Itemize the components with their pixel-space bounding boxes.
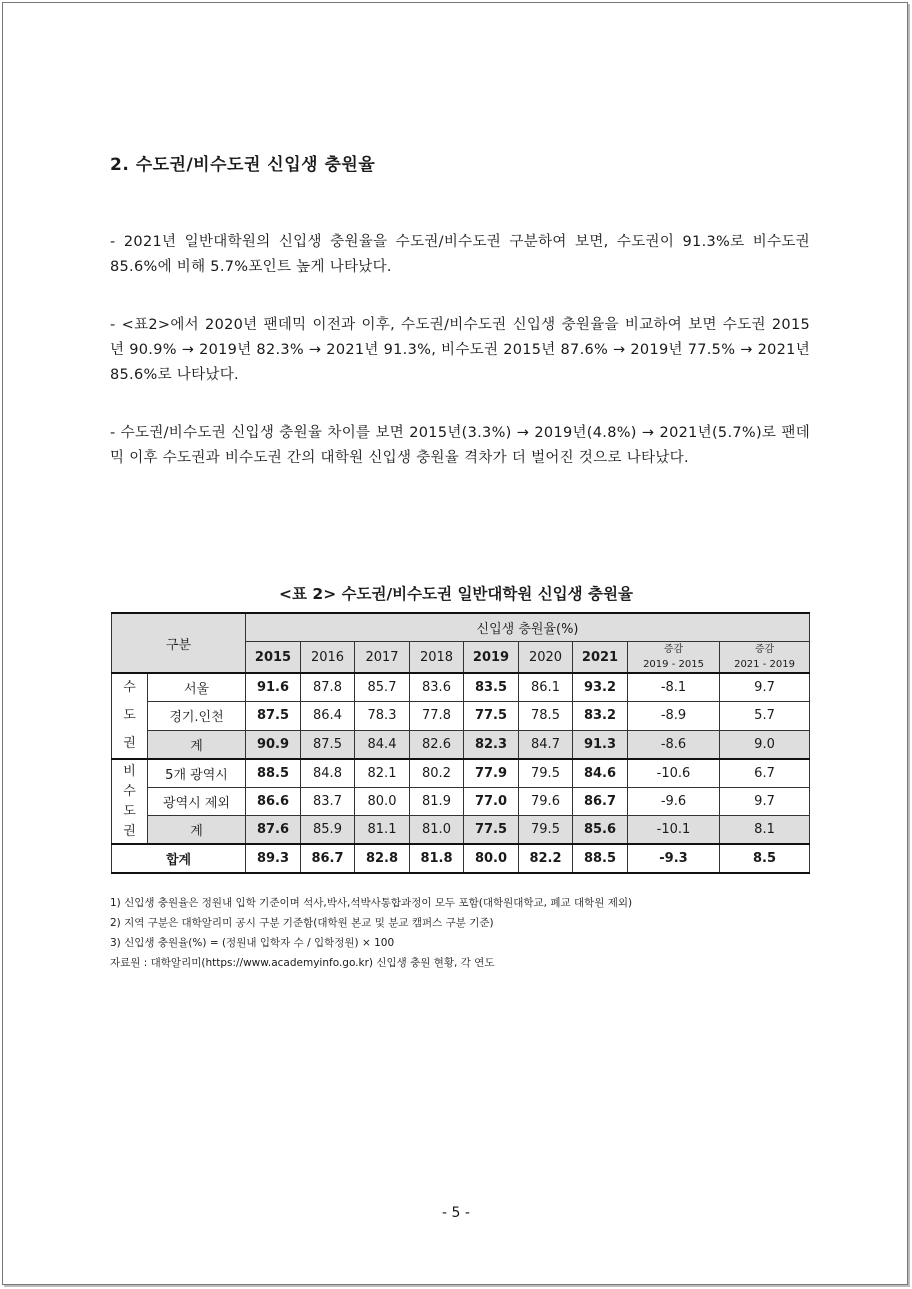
cell: 86.6: [246, 788, 301, 816]
cell: 90.9: [246, 730, 301, 759]
row-label: 서울: [148, 673, 246, 702]
header-change-2021-2019: [720, 642, 810, 674]
cell: 85.9: [301, 816, 355, 845]
cell: 83.7: [301, 788, 355, 816]
cell: 84.6: [573, 759, 628, 788]
header-year: 2020: [519, 642, 573, 674]
cell: 82.6: [410, 730, 464, 759]
cell-change: 9.7: [720, 673, 810, 702]
row-label: 계: [148, 730, 246, 759]
cell: 81.8: [410, 844, 464, 873]
cell-change: -9.6: [628, 788, 720, 816]
cell: 77.9: [464, 759, 519, 788]
cell: 86.7: [573, 788, 628, 816]
cell: 79.5: [519, 759, 573, 788]
cell: 86.1: [519, 673, 573, 702]
cell: 80.0: [355, 788, 410, 816]
cell-change: -9.3: [628, 844, 720, 873]
cell: 82.3: [464, 730, 519, 759]
header-group: 신입생 충원율(%): [246, 613, 810, 642]
cell: 77.8: [410, 702, 464, 730]
source-note: 자료원 : 대학알리미(https://www.academyinfo.go.kr) 신입생 충원 현황, 각 연도: [110, 957, 495, 969]
cell-change: 8.1: [720, 816, 810, 845]
cell: 83.5: [464, 673, 519, 702]
cell: 82.8: [355, 844, 410, 873]
table-row-subtotal: [112, 816, 810, 845]
table-title: <표 2> 수도권/비수도권 일반대학원 신입생 충원율: [279, 585, 633, 603]
cell-change: 6.7: [720, 759, 810, 788]
table-row-subtotal: [112, 730, 810, 759]
paragraph-3: - 수도권/비수도권 신입생 충원율 차이를 보면 2015년(3.3%) → 2019년(4.8%) → 2021년(5.7%)로 팬데믹 이후 수도권과 비수도권 간의 대학원 신입생 충원율 격차가 더 벌어진 것으로 나타났다.: [110, 425, 810, 466]
cell: 83.6: [410, 673, 464, 702]
table-row: [112, 673, 810, 702]
cell: 79.5: [519, 816, 573, 845]
cell: 82.1: [355, 759, 410, 788]
header-change-range: 2021 - 2019: [734, 659, 795, 670]
cell: 88.5: [246, 759, 301, 788]
cell: 87.8: [301, 673, 355, 702]
cell: 78.3: [355, 702, 410, 730]
header-change-2019-2015: [628, 642, 720, 674]
cell: 88.5: [573, 844, 628, 873]
cell-change: 5.7: [720, 702, 810, 730]
row-label: 광역시 제외: [148, 788, 246, 816]
cell: 84.8: [301, 759, 355, 788]
note: 1) 신입생 충원율은 정원내 입학 기준이며 석사,박사,석박사통합과정이 모두 포함(대학원대학교, 폐교 대학원 제외): [110, 897, 633, 909]
cell: 82.2: [519, 844, 573, 873]
cell: 79.6: [519, 788, 573, 816]
note: 3) 신입생 충원율(%) = (정원내 입학자 수 / 입학정원) × 100: [110, 937, 395, 949]
cell: 86.4: [301, 702, 355, 730]
cell-change: -10.1: [628, 816, 720, 845]
header-year: 2021: [573, 642, 628, 674]
paragraph-1: - 2021년 일반대학원의 신입생 충원율을 수도권/비수도권 구분하여 보면, 수도권이 91.3%로 비수도권 85.6%에 비해 5.7%포인트 높게 나타났다.: [110, 234, 810, 275]
header-change-range: 2019 - 2015: [643, 659, 704, 670]
header-category: 구분: [112, 613, 246, 673]
header-year: 2015: [246, 642, 301, 674]
cell: 80.2: [410, 759, 464, 788]
header-year: 2018: [410, 642, 464, 674]
cell-change: -8.9: [628, 702, 720, 730]
table-row: [112, 702, 810, 730]
cell: 91.6: [246, 673, 301, 702]
cell: 89.3: [246, 844, 301, 873]
region-noncapital: 비 수 도 권: [112, 759, 148, 844]
cell: 83.2: [573, 702, 628, 730]
cell-change: 8.5: [720, 844, 810, 873]
cell: 81.1: [355, 816, 410, 845]
cell: 84.7: [519, 730, 573, 759]
header-change-label: 증감: [754, 644, 775, 655]
cell: 77.5: [464, 702, 519, 730]
cell: 87.5: [246, 702, 301, 730]
cell: 93.2: [573, 673, 628, 702]
header-year: 2019: [464, 642, 519, 674]
note: 2) 지역 구분은 대학알리미 공시 구분 기준함(대학원 본교 및 분교 캠퍼스 구분 기준): [110, 917, 494, 929]
cell-change: 9.7: [720, 788, 810, 816]
cell: 91.3: [573, 730, 628, 759]
row-label: 5개 광역시: [148, 759, 246, 788]
header-row-1: [112, 613, 810, 642]
header-change-label: 증감: [663, 644, 684, 655]
enrollment-table: [111, 612, 810, 874]
cell: 86.7: [301, 844, 355, 873]
cell: 85.7: [355, 673, 410, 702]
row-label: 경기.인천: [148, 702, 246, 730]
cell-change: -10.6: [628, 759, 720, 788]
cell: 78.5: [519, 702, 573, 730]
table-notes: [110, 893, 632, 973]
row-label: 계: [148, 816, 246, 845]
row-label-total: 합계: [112, 844, 246, 873]
cell-change: -8.1: [628, 673, 720, 702]
cell: 85.6: [573, 816, 628, 845]
cell: 87.5: [301, 730, 355, 759]
table-row: [112, 759, 810, 788]
cell: 77.5: [464, 816, 519, 845]
header-year: 2017: [355, 642, 410, 674]
cell: 77.0: [464, 788, 519, 816]
paragraph-2: - <표2>에서 2020년 팬데믹 이전과 이후, 수도권/비수도권 신입생 충원율을 비교하여 보면 수도권 2015년 90.9% → 2019년 82.3% → 2021년 91.3%, 비수도권 2015년 87.6% → 2019년 77.5% → 2021년 85.6%로 나타났다.: [110, 317, 810, 383]
cell-change: 9.0: [720, 730, 810, 759]
section-title: 2. 수도권/비수도권 신입생 충원율: [110, 155, 376, 175]
cell: 80.0: [464, 844, 519, 873]
table-row: [112, 788, 810, 816]
region-capital: 수 도 권: [112, 673, 148, 759]
page-number: - 5 -: [442, 1205, 470, 1221]
table-row-total: [112, 844, 810, 873]
cell-change: -8.6: [628, 730, 720, 759]
cell: 84.4: [355, 730, 410, 759]
cell: 87.6: [246, 816, 301, 845]
header-year: 2016: [301, 642, 355, 674]
cell: 81.9: [410, 788, 464, 816]
cell: 81.0: [410, 816, 464, 845]
